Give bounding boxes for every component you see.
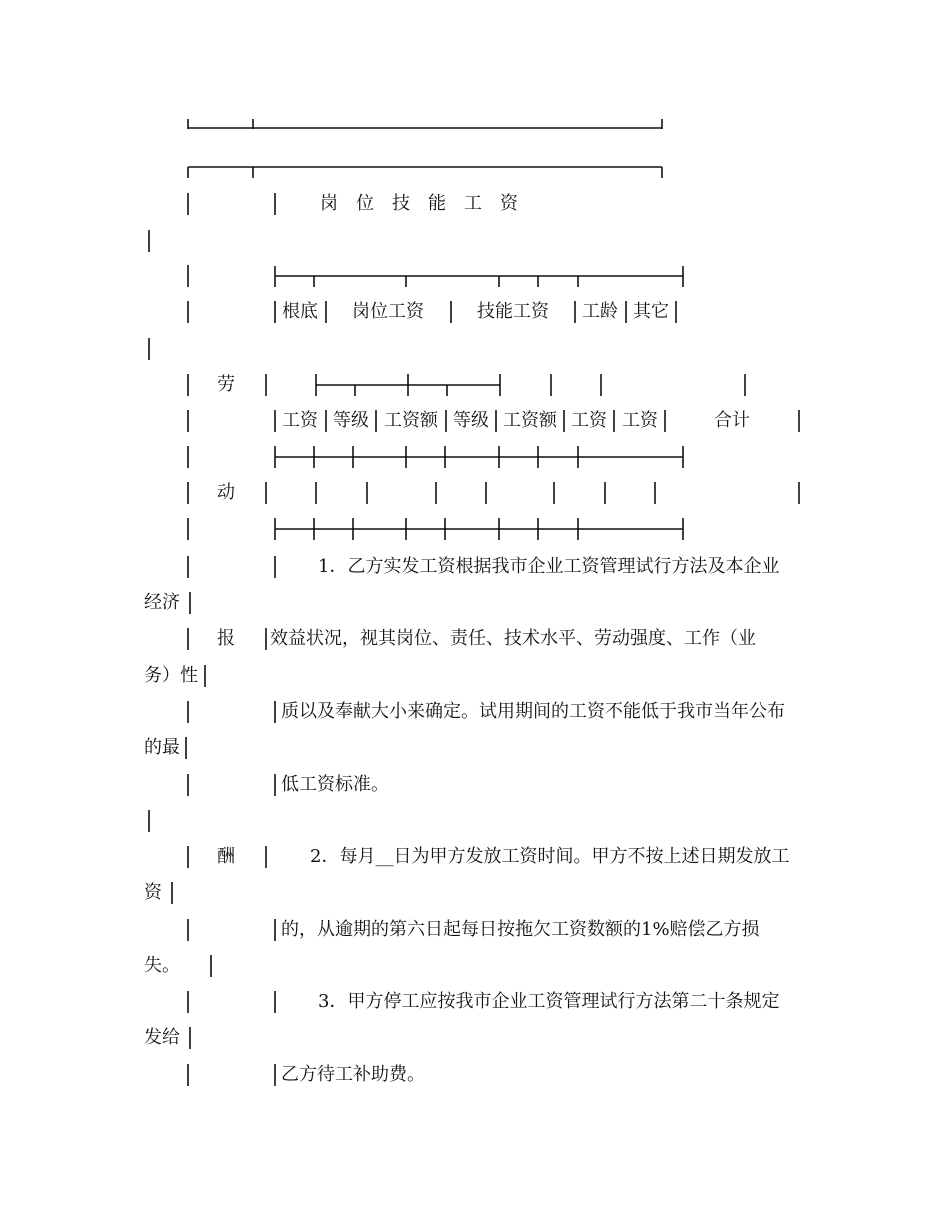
subheader-skill-wage: 技能工资 xyxy=(477,301,549,322)
clause-2-line-1: 2．每月__日为甲方发放工资时间。甲方不按上述日期发放工 xyxy=(310,846,790,867)
column-header: 工资 xyxy=(622,410,658,431)
clause-3-wrap-1: 发给 xyxy=(144,1027,180,1048)
subheader-seniority: 工龄 xyxy=(582,301,618,322)
column-header: 工资额 xyxy=(384,410,438,431)
side-label-lao: 劳 xyxy=(217,374,235,395)
clause-2-wrap-1: 资 xyxy=(144,882,162,903)
clause-2-wrap-2: 失。 xyxy=(144,955,180,976)
subheader-position-wage: 岗位工资 xyxy=(352,301,424,322)
column-header: 等级 xyxy=(453,410,489,431)
clause-2-line-2: 的，从逾期的第六日起每日按拖欠工资数额的1%赔偿乙方损 xyxy=(281,919,760,940)
clause-1-wrap-2: 务）性 xyxy=(144,665,198,686)
column-header: 工资额 xyxy=(503,410,557,431)
subheader-base: 根底 xyxy=(282,301,318,322)
side-label-chou: 酬 xyxy=(217,846,235,867)
clause-1-line-4: 低工资标准。 xyxy=(281,774,389,795)
clause-1-wrap-3: 的最 xyxy=(144,737,180,758)
column-header: 工资 xyxy=(282,410,318,431)
column-header: 等级 xyxy=(333,410,369,431)
clause-1-line-3: 质以及奉献大小来确定。试用期间的工资不能低于我市当年公布 xyxy=(281,701,785,722)
column-header: 工资 xyxy=(571,410,607,431)
side-label-dong: 动 xyxy=(217,482,235,503)
side-label-bao: 报 xyxy=(217,628,235,649)
clause-3-line-2: 乙方待工补助费。 xyxy=(281,1064,425,1085)
clause-1-line-1: 1．乙方实发工资根据我市企业工资管理试行方法及本企业 xyxy=(318,556,780,577)
clause-3-line-1: 3．甲方停工应按我市企业工资管理试行方法第二十条规定 xyxy=(318,991,780,1012)
column-header-total: 合计 xyxy=(714,410,750,431)
subheader-other: 其它 xyxy=(633,301,669,322)
table-title: 岗位技能工资 xyxy=(320,193,536,214)
clause-1-line-2: 效益状况，视其岗位、责任、技术水平、劳动强度、工作（业 xyxy=(270,628,756,649)
clause-1-wrap-1: 经济 xyxy=(144,592,180,613)
